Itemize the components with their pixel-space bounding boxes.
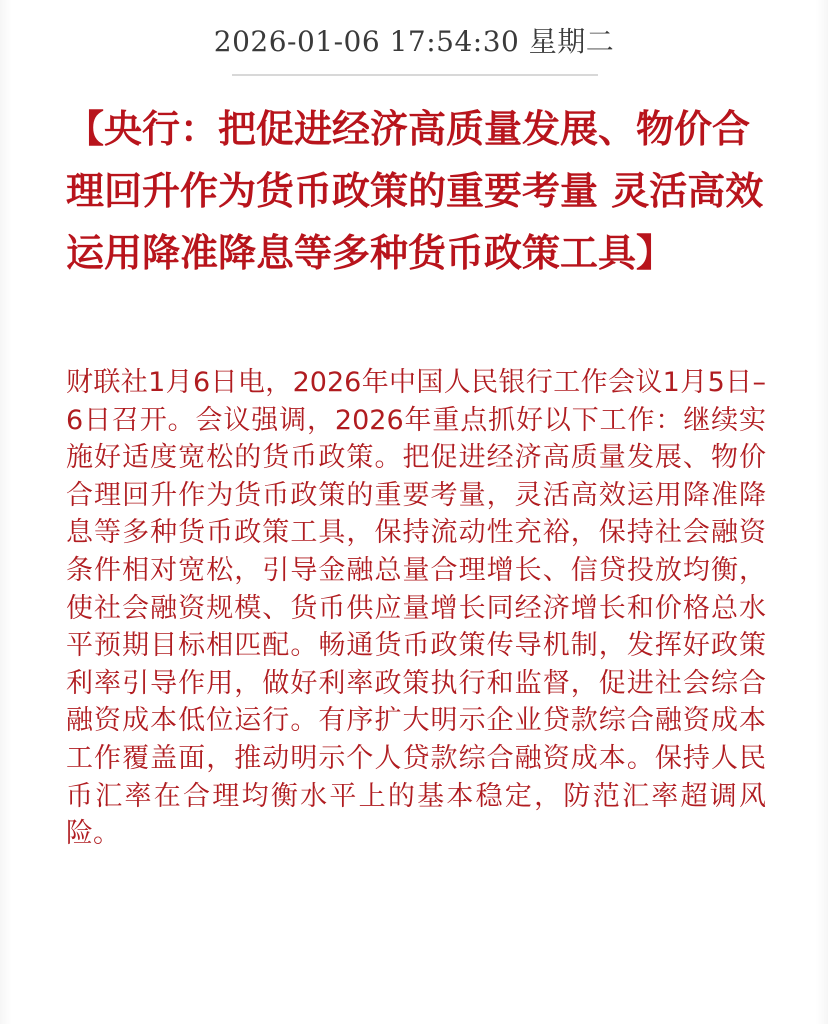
page-edge-right (816, 0, 828, 1024)
article-body: 财联社1月6日电，2026年中国人民银行工作会议1月5日–6日召开。会议强调，2026年重点抓好以下工作：继续实施好适度宽松的货币政策。把促进经济高质量发展、物价合理回升作为货币政策的重要考量，灵活高效运用降准降息等多种货币政策工具，保持流动性充裕，保持社会融资条件相对宽松，引导金融总量合理增长、信贷投放均衡，使社会融资规模、货币供应量增长同经济增长和价格总水平预期目标相匹配。畅通货币政策传导机制，发挥好政策利率引导作用，做好利率政策执行和监督，促进社会综合融资成本低位运行。有序扩大明示企业贷款综合融资成本工作覆盖面，推动明示个人贷款综合融资成本。保持人民币汇率在合理均衡水平上的基本稳定，防范汇率超调风险。 (66, 367, 766, 850)
page-edge-left (0, 0, 12, 1024)
article-headline: 【央行：把促进经济高质量发展、物价合理回升作为货币政策的重要考量 灵活高效运用降准降息等多种货币政策工具】 (66, 106, 764, 275)
publish-datetime: 2026-01-06 17:54:30 星期二 (213, 25, 615, 58)
datetime-divider (232, 74, 598, 76)
